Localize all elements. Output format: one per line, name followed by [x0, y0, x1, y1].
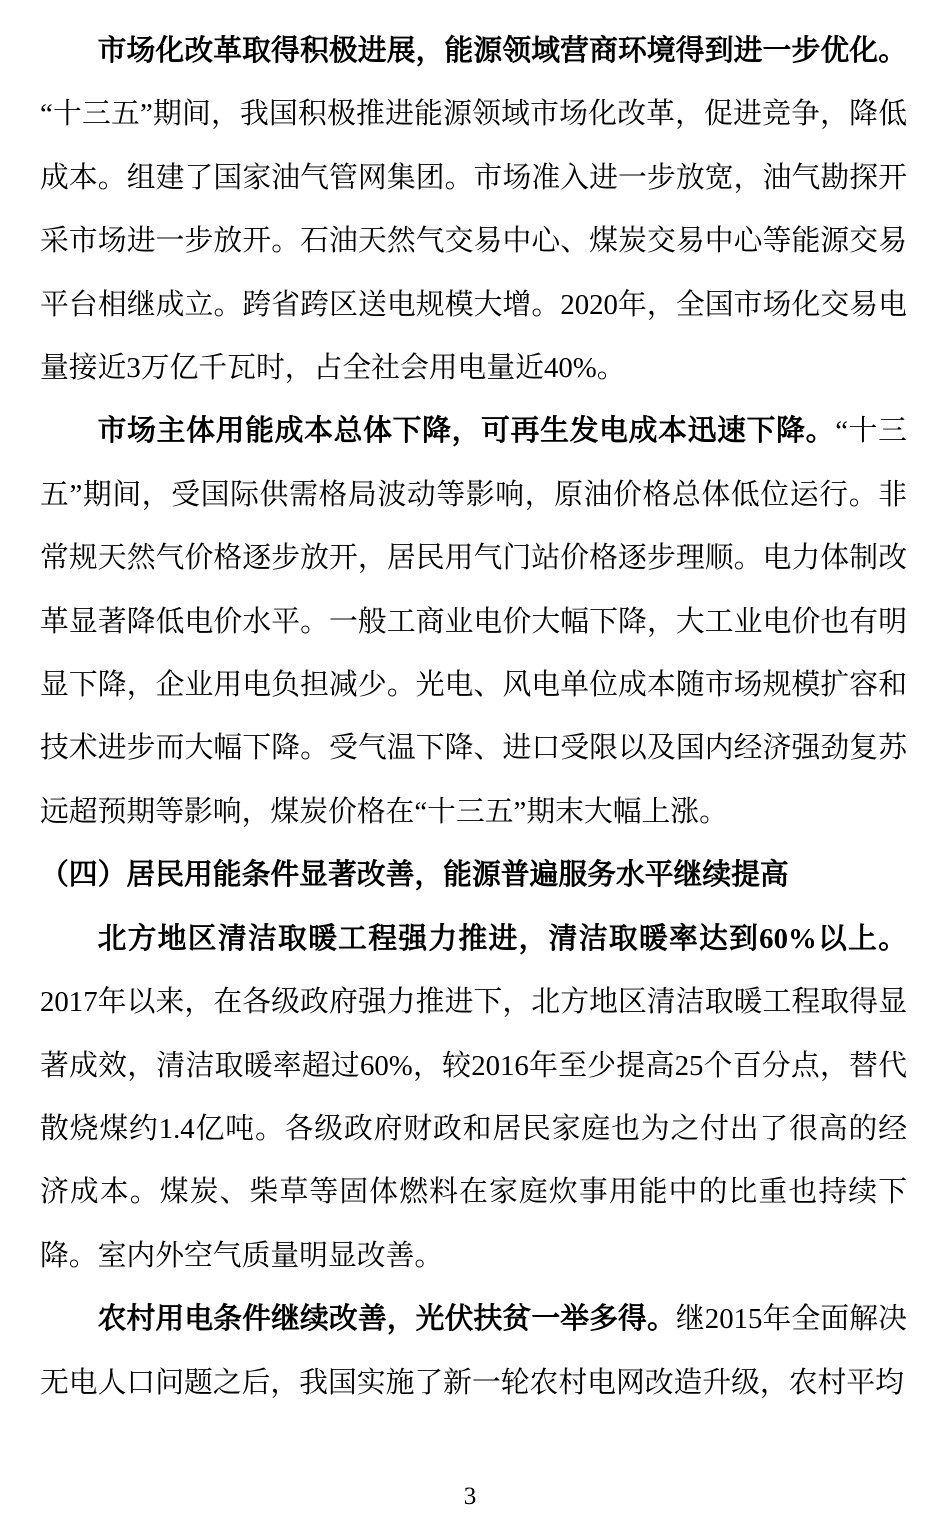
- paragraph-body-text: “十三五”期间，受国际供需格局波动等影响，原油价格总体低位运行。非常规天然气价格逐步放开，居民用气门站价格逐步理顺。电力体制改革显著降低电价水平。一般工商业电价大幅下降，大工业电价也有明显下降，企业用电负担减少。光电、风电单位成本随市场规模扩容和技术进步而大幅下降。受气温下降、进口受限以及国内经济强劲复苏远超预期等影响，煤炭价格在“十三五”期末大幅上涨。: [40, 415, 907, 828]
- paragraph-energy-cost: [40, 400, 907, 844]
- paragraph-lead-sentence: 北方地区清洁取暖工程强力推进，清洁取暖率达到60%以上。: [97, 922, 907, 955]
- paragraph-market-reform: [40, 20, 907, 400]
- page-number: 3: [463, 1483, 477, 1510]
- paragraph-lead-sentence: 农村用电条件继续改善，光伏扶贫一举多得。: [97, 1303, 676, 1336]
- paragraph-body-text: “十三五”期间，我国积极推进能源领域市场化改革，促进竞争，降低成本。组建了国家油气管网集团。市场准入进一步放宽，油气勘探开采市场进一步放开。石油天然气交易中心、煤炭交易中心等能源交易平台相继成立。跨省跨区送电规模大增。2020年，全国市场化交易电量接近3万亿千瓦时，占全社会用电量近40%。: [40, 98, 907, 385]
- document-body: [40, 20, 907, 1415]
- paragraph-clean-heating: [40, 908, 907, 1288]
- section-heading-four: （四）居民用能条件显著改善，能源普遍服务水平继续提高: [40, 859, 789, 892]
- paragraph-lead-sentence: 市场化改革取得积极进展，能源领域营商环境得到进一步优化。: [97, 35, 907, 67]
- paragraph-lead-sentence: 市场主体用能成本总体下降，可再生发电成本迅速下降。: [97, 415, 836, 448]
- paragraph-body-text: 2017年以来，在各级政府强力推进下，北方地区清洁取暖工程取得显著成效，清洁取暖率超过60%，较2016年至少提高25个百分点，替代散烧煤约1.4亿吨。各级政府财政和居民家庭也为之付出了很高的经济成本。煤炭、柴草等固体燃料在家庭炊事用能中的比重也持续下降。室内外空气质量明显改善。: [40, 986, 907, 1272]
- paragraph-body-text: 继2015年全面解决无电人口问题之后，我国实施了新一轮农村电网改造升级，农村平均: [40, 1303, 907, 1399]
- paragraph-rural-power: [40, 1288, 907, 1415]
